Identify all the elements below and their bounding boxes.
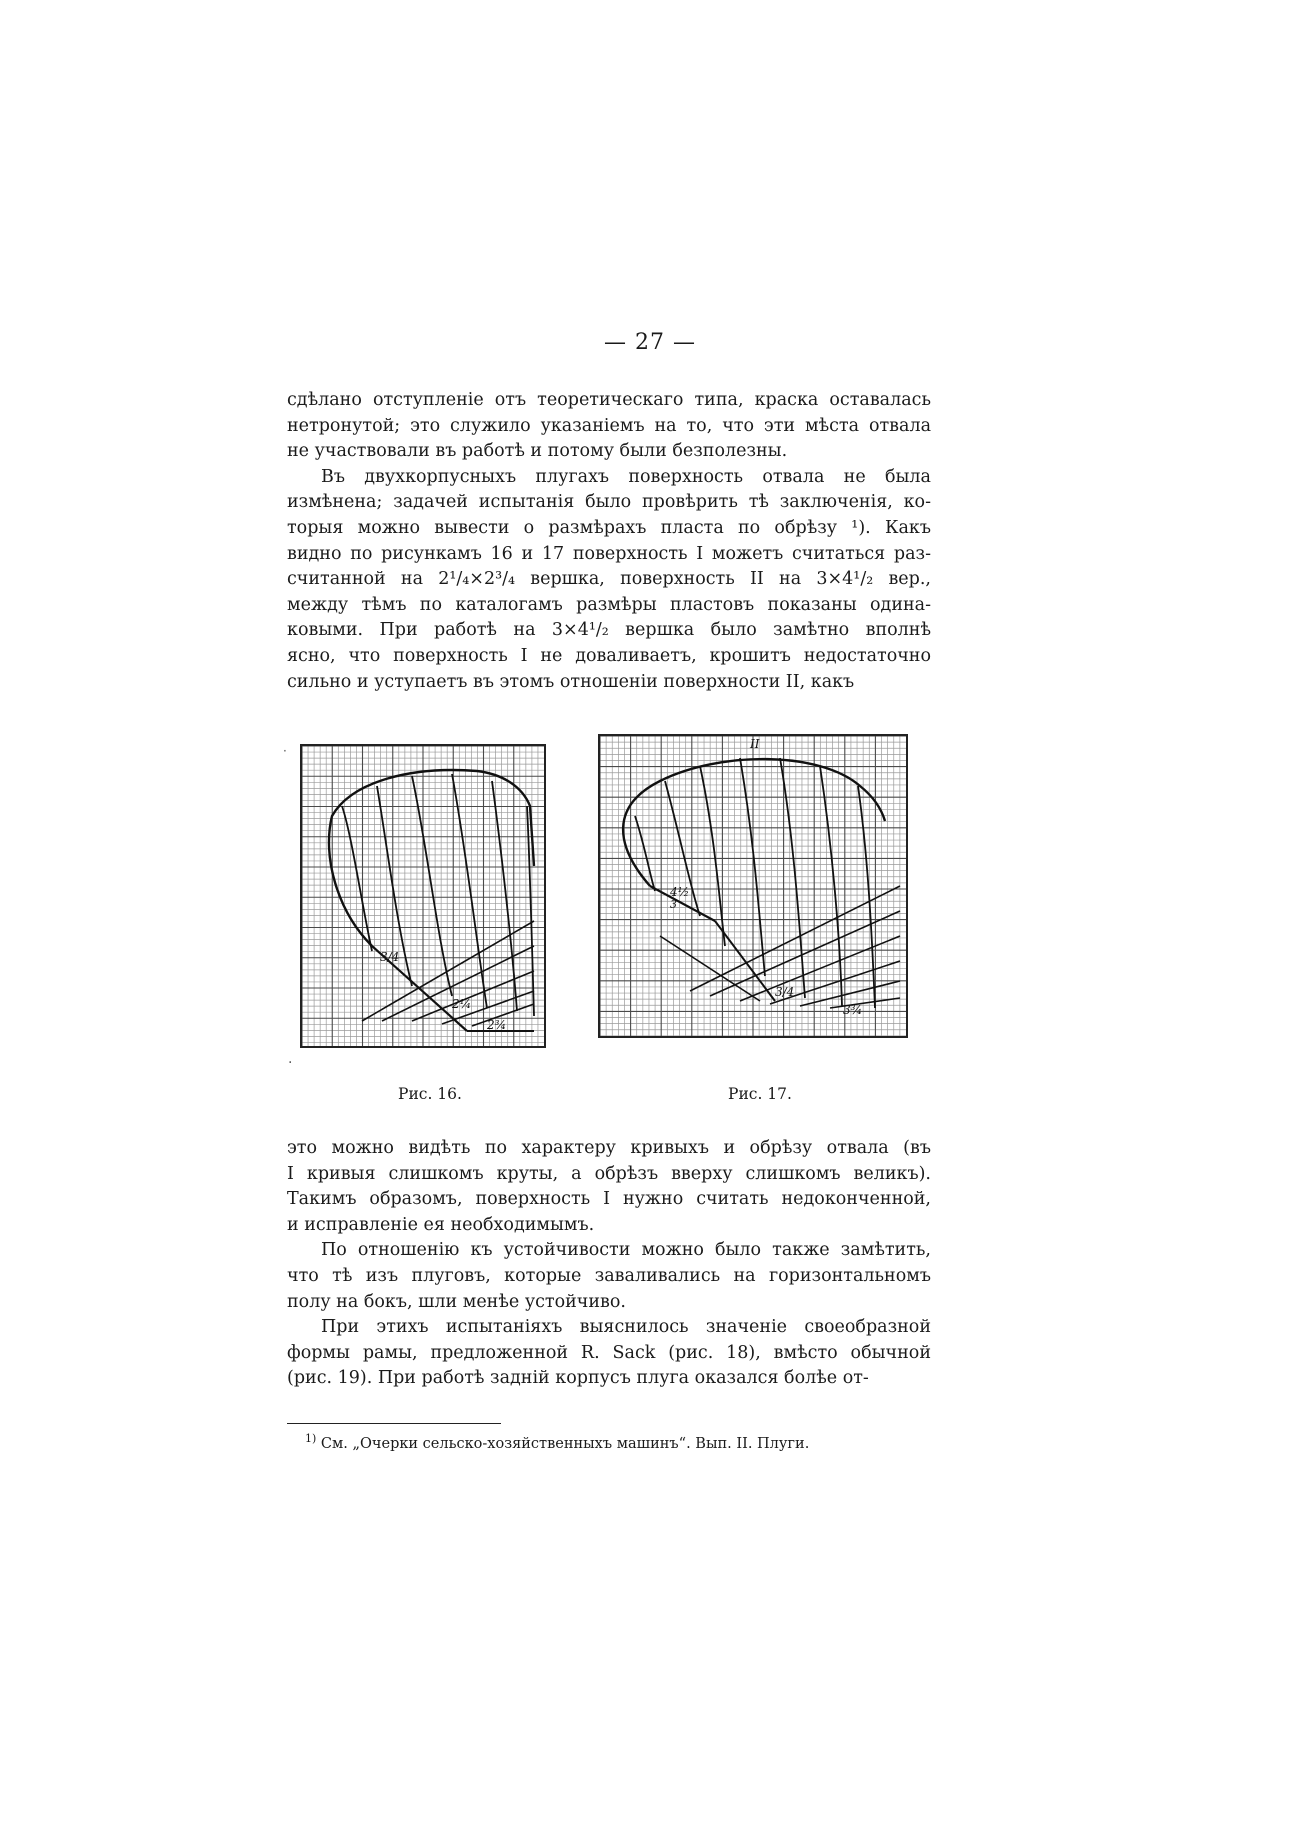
figure-16-drawing — [302, 746, 544, 1046]
figure-label: 2¼ — [452, 997, 472, 1011]
text-line: нетронутой; это служило указаніемъ на то, что эти мѣста отвала — [287, 415, 931, 436]
footnote — [305, 1432, 945, 1452]
text-block-top — [287, 388, 931, 695]
page-number: — 27 — — [604, 330, 696, 355]
text-line: По отношенію къ устойчивости можно было также замѣтить, — [321, 1240, 931, 1261]
figure-17-caption: Рис. 17. — [728, 1085, 792, 1103]
text-line: Такимъ образомъ, поверхность I нужно считать недоконченной, — [287, 1189, 931, 1210]
footnote-mark: 1) — [305, 1432, 317, 1445]
text-line: ясно, что поверхность I не доваливаетъ, крошитъ недостаточно — [287, 645, 931, 666]
text-block-bottom — [287, 1136, 931, 1392]
margin-speck: · — [288, 1055, 293, 1071]
text-line: ковыми. При работѣ на 3×4¹/₂ вершка было замѣтно вполнѣ — [287, 620, 931, 641]
figure-16-caption: Рис. 16. — [398, 1085, 462, 1103]
text-line: При этихъ испытаніяхъ выяснилось значеніе своеобразной — [321, 1317, 931, 1338]
text-line: что тѣ изъ плуговъ, которые заваливались на горизонтальномъ — [287, 1265, 931, 1286]
footnote-text: См. „Очерки сельско-хозяйственныхъ машинъ“. Вып. II. Плуги. — [320, 1435, 810, 1452]
text-line: Въ двухкорпусныхъ плугахъ поверхность отвала не была — [321, 466, 931, 487]
figure-label: II — [750, 737, 760, 751]
text-line: считанной на 2¹/₄×2³/₄ вершка, поверхность II на 3×4¹/₂ вер., — [287, 569, 931, 590]
figure-label: 3/4 — [380, 950, 400, 964]
figure-label: 3/4 — [775, 985, 795, 999]
figure-label: 3¾ — [843, 1003, 863, 1017]
figure-label: 2¾ — [487, 1018, 507, 1032]
text-line: полу на бокъ, шли менѣе устойчиво. — [287, 1291, 626, 1312]
text-line: не участвовали въ работѣ и потому были безполезны. — [287, 441, 788, 462]
figure-label: 3 — [670, 898, 677, 911]
moldboard-outline — [329, 770, 534, 946]
text-line: формы рамы, предложенной R. Sack (рис. 18), вмѣсто обычной — [287, 1342, 931, 1363]
text-line: сдѣлано отступленіе отъ теоретическаго типа, краска оставалась — [287, 390, 931, 410]
text-line: видно по рисункамъ 16 и 17 поверхность I можетъ считаться раз- — [287, 543, 931, 564]
text-line: (рис. 19). При работѣ задній корпусъ плуга оказался болѣе от- — [287, 1368, 869, 1389]
text-line: торыя можно вывести о размѣрахъ пласта по обрѣзу ¹). Какъ — [287, 517, 931, 538]
text-line: это можно видѣть по характеру кривыхъ и обрѣзу отвала (въ — [287, 1138, 931, 1158]
figure-17-drawing — [600, 736, 906, 1036]
text-line: между тѣмъ по каталогамъ размѣры пластовъ показаны одина- — [287, 594, 931, 615]
text-line: измѣнена; задачей испытанія было провѣрить тѣ заключенія, ко- — [287, 492, 931, 513]
moldboard-section-curve — [412, 776, 452, 996]
figure-16 — [300, 744, 546, 1048]
figure-label: 4½ — [670, 885, 690, 899]
margin-speck: · — [283, 744, 287, 758]
text-line: I кривыя слишкомъ круты, а обрѣзъ вверху слишкомъ великъ). — [287, 1163, 931, 1184]
text-line: сильно и уступаетъ въ этомъ отношеніи поверхности II, какъ — [287, 671, 855, 692]
figure-17 — [598, 734, 908, 1038]
text-line: и исправленіе ея необходимымъ. — [287, 1214, 595, 1235]
footnote-rule — [287, 1423, 501, 1424]
